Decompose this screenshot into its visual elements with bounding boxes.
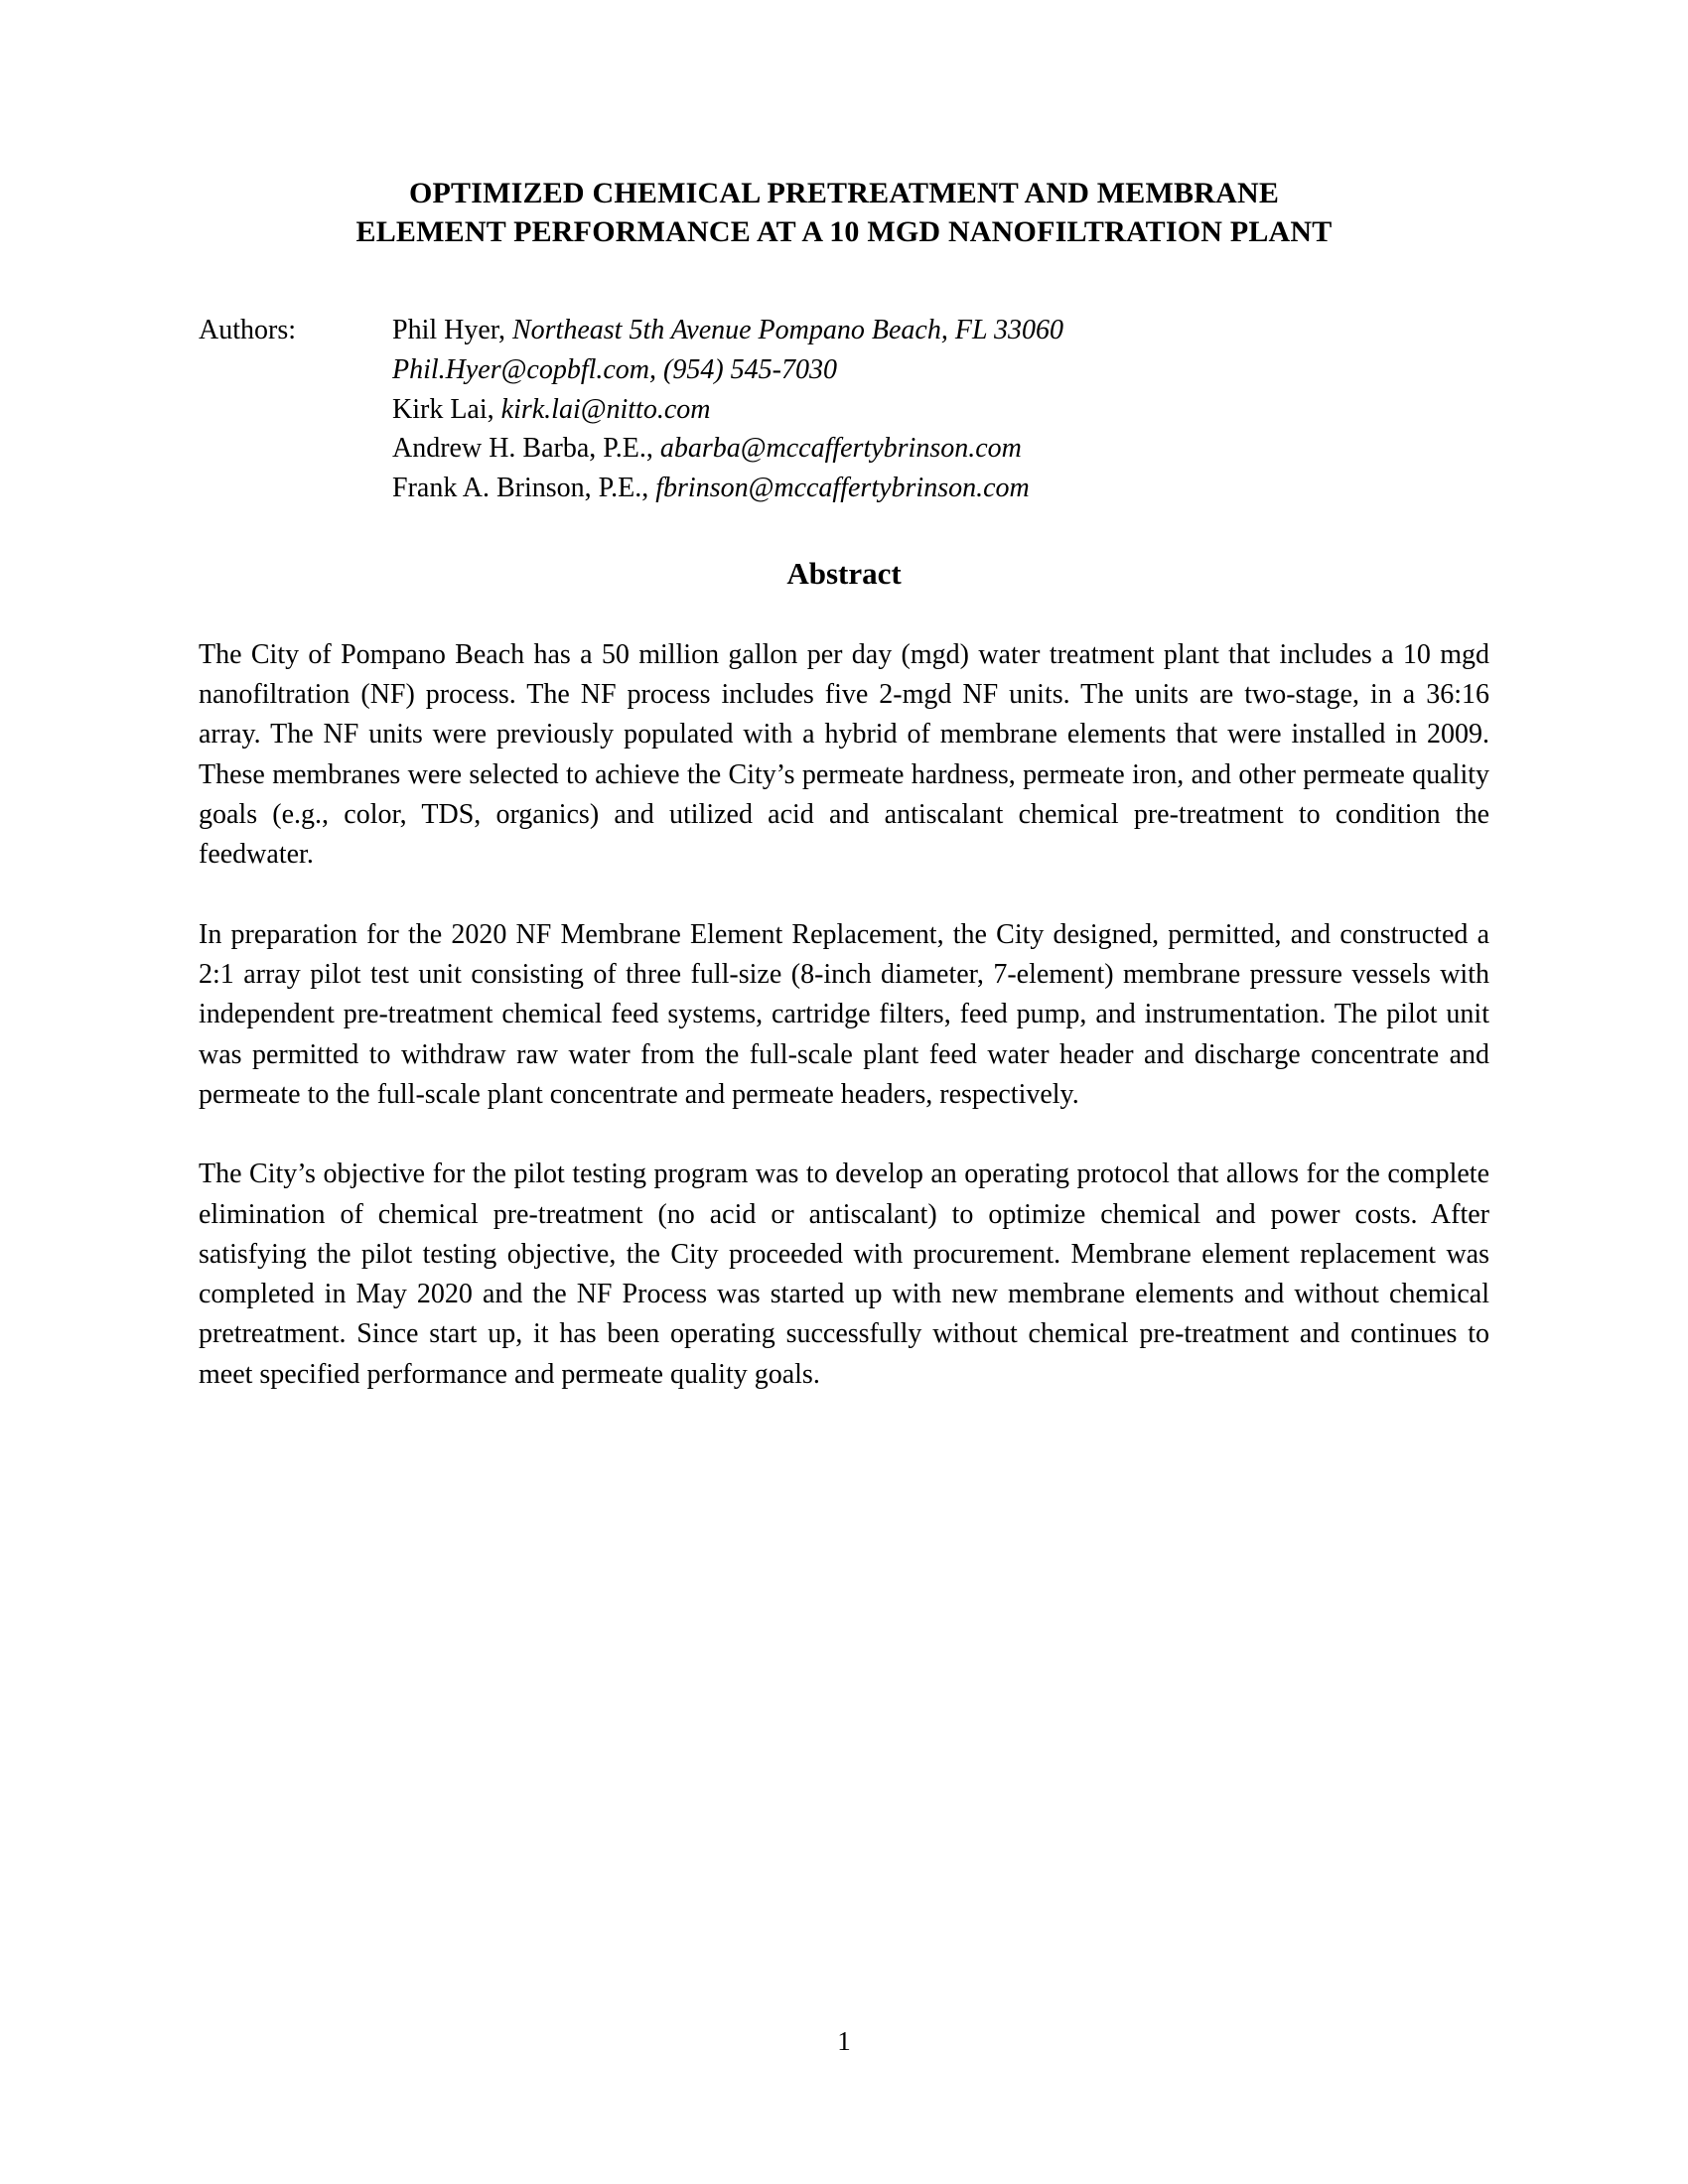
page-title-line-2: ELEMENT PERFORMANCE AT A 10 MGD NANOFILTRATION PLANT xyxy=(355,215,1333,248)
author-name: Phil Hyer, xyxy=(392,315,512,345)
author-entry xyxy=(392,350,1489,390)
abstract-heading: Abstract xyxy=(786,555,902,591)
abstract-paragraph: In preparation for the 2020 NF Membrane Element Replacement, the City designed, permitted, and constructed a 2:1 array pilot test unit consisting of three full-size (8-inch diameter, 7-element) membrane pressure vessels with independent pre-treatment chemical feed systems, cartridge filters, feed pump, and instrumentation. The pilot unit was permitted to withdraw raw water from the full-scale plant feed water header and discharge concentrate and permeate to the full-scale plant concentrate and permeate headers, respectively. xyxy=(199,918,1489,1110)
authors-block xyxy=(199,311,1489,508)
author-name: Kirk Lai, xyxy=(392,393,501,425)
author-detail: Phil.Hyer@copbfl.com, (954) 545-7030 xyxy=(392,353,837,385)
author-detail: kirk.lai@nitto.com xyxy=(500,393,711,425)
author-entry xyxy=(392,311,1489,350)
author-detail: fbrinson@mccaffertybrinson.com xyxy=(655,473,1030,503)
author-entry xyxy=(392,469,1489,508)
author-detail: abarba@mccaffertybrinson.com xyxy=(659,433,1022,465)
abstract-paragraph: The City’s objective for the pilot testing program was to develop an operating protocol that allows for the complete elimination of chemical pre-treatment (no acid or antiscalant) to optimize chemical and power costs. After satisfying the pilot testing objective, the City proceeded with procurement. Membrane element replacement was completed in May 2020 and the NF Process was started up with new membrane elements and without chemical pretreatment. Since start up, it has been operating successfully without chemical pre-treatment and continues to meet specified performance and permeate quality goals. xyxy=(199,1159,1489,1390)
author-name: Frank A. Brinson, P.E., xyxy=(392,473,656,503)
authors-label: Authors: xyxy=(199,315,296,345)
author-detail: Northeast 5th Avenue Pompano Beach, FL 33060 xyxy=(511,315,1064,345)
author-name: Andrew H. Barba, P.E., xyxy=(392,433,660,465)
author-entry xyxy=(392,390,1489,430)
author-entry xyxy=(392,429,1489,469)
page-title-line-1: OPTIMIZED CHEMICAL PRETREATMENT AND MEMBRANE xyxy=(408,177,1280,209)
page-title xyxy=(204,174,1484,251)
abstract-paragraph: The City of Pompano Beach has a 50 million gallon per day (mgd) water treatment plant that includes a 10 mgd nanofiltration (NF) process. The NF process includes five 2-mgd NF units. The units are two-stage, in a 36:16 array. The NF units were previously populated with a hybrid of membrane elements that were installed in 2009. These membranes were selected to achieve the City’s permeate hardness, permeate iron, and other permeate quality goals (e.g., color, TDS, organics) and utilized acid and antiscalant chemical pre-treatment to condition the feedwater. xyxy=(199,638,1489,871)
authors-list xyxy=(392,311,1489,508)
page-number: 1 xyxy=(837,2026,851,2056)
